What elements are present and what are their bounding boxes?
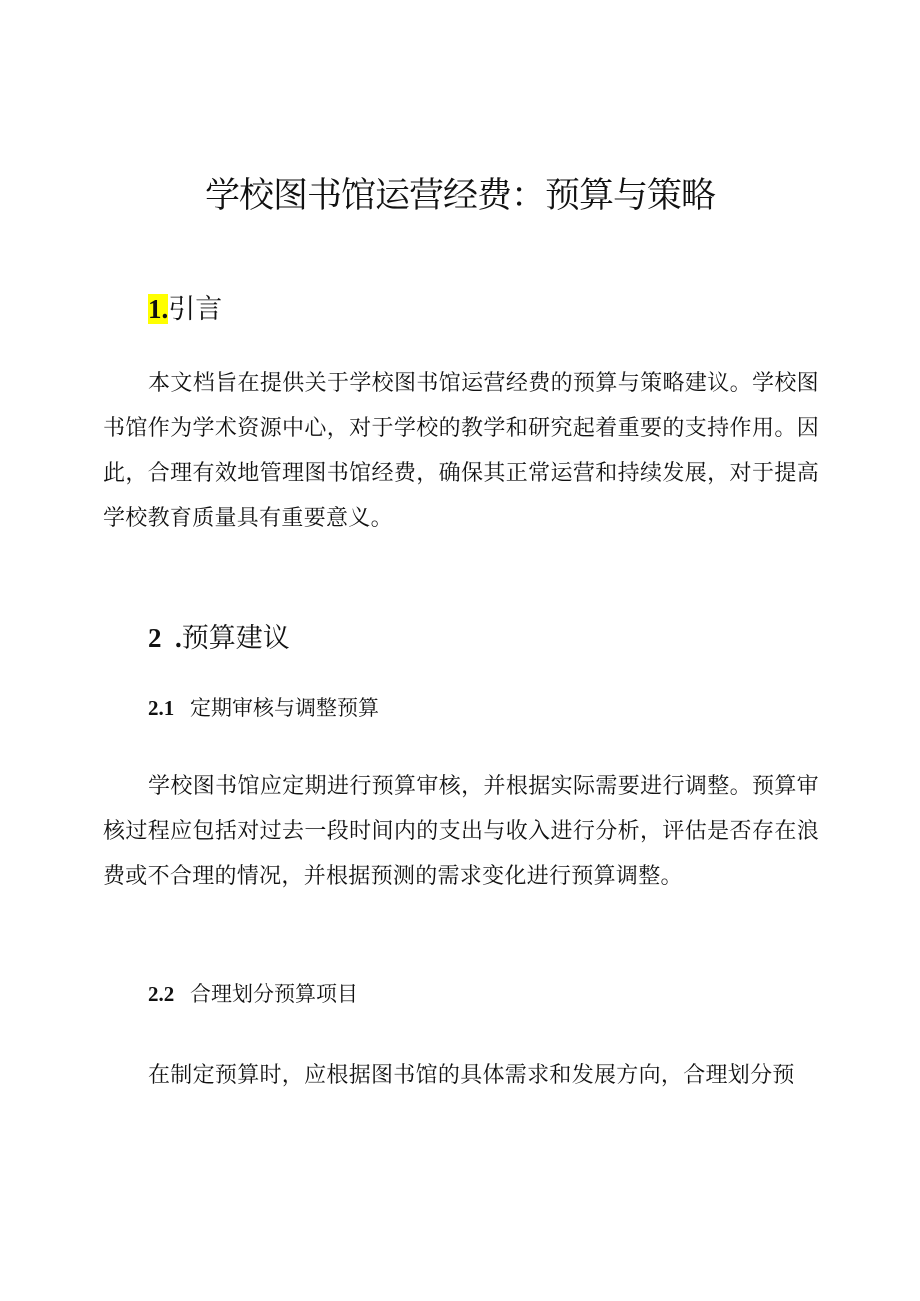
document-title: 学校图书馆运营经费：预算与策略	[204, 176, 715, 216]
subsection-number: 2.2	[148, 982, 175, 1006]
introduction-paragraph: 本文档旨在提供关于学校图书馆运营经费的预算与策略建议。学校图书馆作为学术资源中心，对于学校的教学和研究起着重要的支持作用。因此，合理有效地管理图书馆经费，确保其正常运营和持续发展，对于提高学校教育质量具有重要意义。	[103, 371, 819, 531]
section-heading-introduction	[148, 291, 222, 328]
review-paragraph: 学校图书馆应定期进行预算审核，并根据实际需要进行调整。预算审核过程应包括对过去一段时间内的支出与收入进行分析，评估是否存在浪费或不合理的情况，并根据预测的需求变化进行预算调整。	[103, 774, 819, 889]
subsection-heading-allocation	[148, 979, 358, 1009]
section-heading-text: 预算建议	[181, 623, 290, 654]
section-number-highlighted: 1.	[148, 294, 169, 324]
section-heading-text: 引言	[168, 294, 223, 325]
subsection-heading-text: 定期审核与调整预算	[190, 696, 379, 720]
subsection-heading-review	[148, 693, 379, 723]
subsection-number: 2.1	[148, 696, 175, 720]
allocation-paragraph: 在制定预算时，应根据图书馆的具体需求和发展方向，合理划分预	[148, 1063, 795, 1088]
section-number: 2 .	[148, 623, 182, 653]
section-heading-budget	[148, 620, 290, 657]
subsection-heading-text: 合理划分预算项目	[190, 982, 358, 1006]
